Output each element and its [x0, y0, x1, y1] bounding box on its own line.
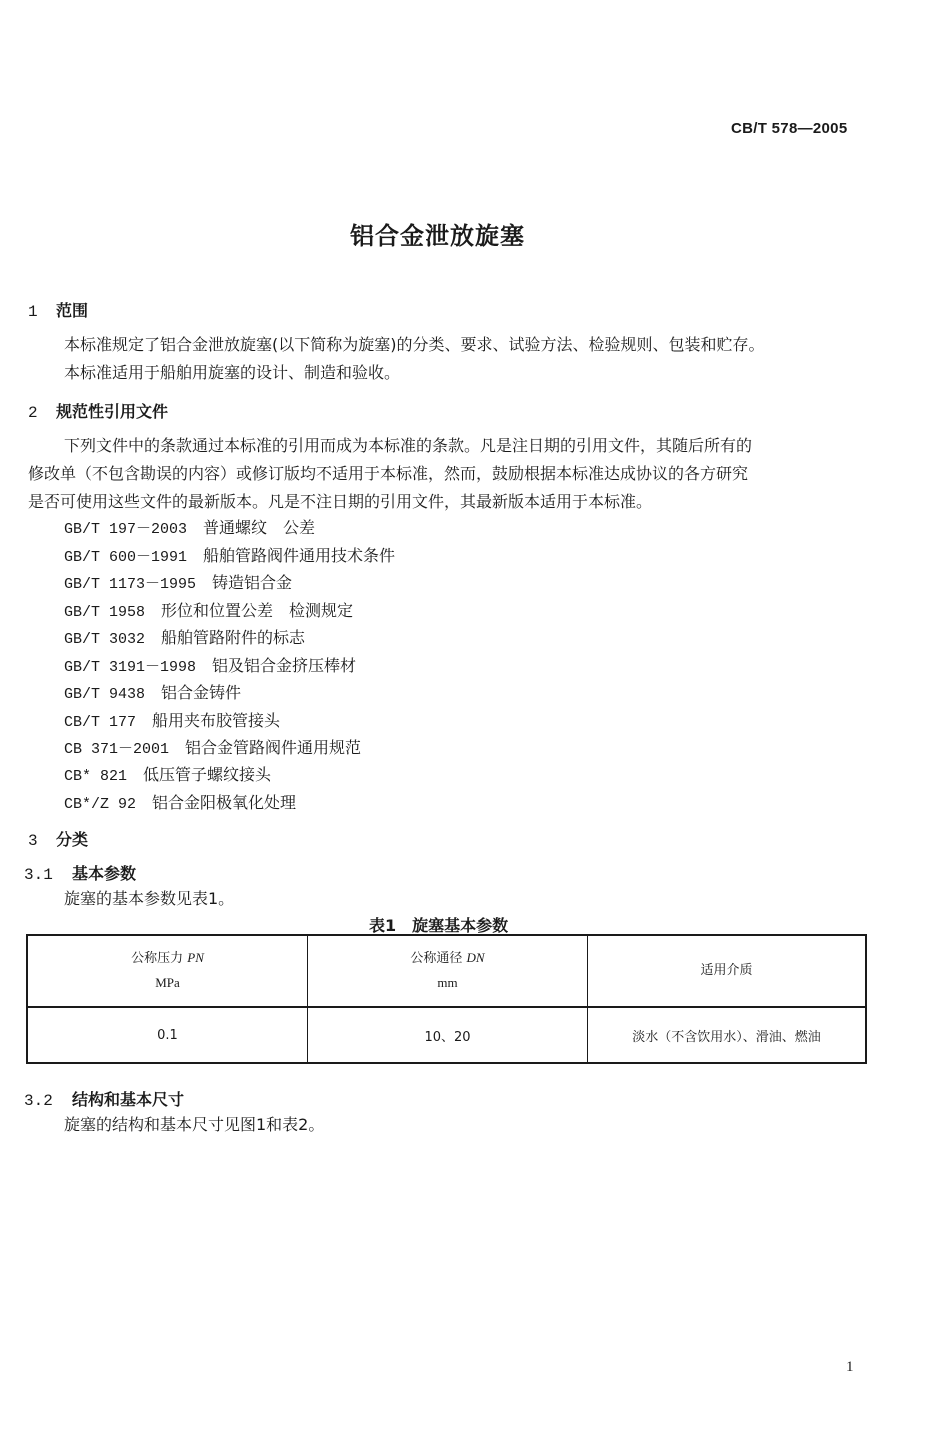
- section-number: 2: [28, 404, 38, 422]
- header-unit: mm: [437, 975, 458, 990]
- reference-title: 铝合金管路阀件通用规范: [185, 738, 362, 757]
- header-symbol: PN: [187, 950, 204, 965]
- section-title: 基本参数: [72, 864, 137, 883]
- reference-item: [64, 708, 280, 731]
- section-number: 3.1: [24, 866, 53, 884]
- reference-code: GB/T 197－2003: [64, 521, 188, 538]
- reference-item: [64, 680, 241, 703]
- reference-item: [64, 570, 292, 593]
- reference-code: GB/T 1958: [64, 604, 146, 621]
- header-symbol: DN: [466, 950, 485, 965]
- reference-item: [64, 653, 356, 676]
- reference-code: CB*/Z 92: [64, 796, 137, 813]
- reference-item: [64, 790, 296, 813]
- section-3-1-text: 旋塞的基本参数见表1。: [64, 889, 235, 908]
- section-3-heading: [28, 827, 88, 850]
- section-3-2-text: 旋塞的结构和基本尺寸见图1和表2。: [64, 1115, 325, 1134]
- standard-code: CB/T 578—2005: [731, 120, 848, 137]
- table-header-row: [27, 935, 866, 1007]
- reference-code: CB* 821: [64, 768, 128, 785]
- section-number: 1: [28, 303, 38, 321]
- section-number: 3.2: [24, 1092, 53, 1110]
- reference-code: GB/T 1173－1995: [64, 576, 197, 593]
- section-2-intro-line-1: 下列文件中的条款通过本标准的引用而成为本标准的条款。凡是注日期的引用文件，其随后所有的: [64, 436, 753, 455]
- reference-code: GB/T 3191－1998: [64, 659, 197, 676]
- column-header-medium: 适用介质: [588, 935, 867, 1007]
- column-header-pressure: [27, 935, 308, 1007]
- reference-item: [64, 735, 361, 758]
- reference-title: 形位和位置公差 检测规定: [161, 601, 354, 620]
- cell-diameter: 10、20: [308, 1007, 588, 1063]
- section-2-intro-line-3: 是否可使用这些文件的最新版本。凡是不注日期的引用文件，其最新版本适用于本标准。: [28, 492, 653, 511]
- reference-code: GB/T 9438: [64, 686, 146, 703]
- cell-medium: 淡水（不含饮用水）、滑油、燃油: [588, 1007, 867, 1063]
- section-number: 3: [28, 832, 38, 850]
- section-title: 分类: [56, 830, 89, 849]
- page-number: 1: [846, 1359, 854, 1375]
- section-3-1-heading: [24, 861, 136, 884]
- section-3-2-heading: [24, 1087, 184, 1110]
- reference-code: CB 371－2001: [64, 741, 170, 758]
- section-title: 结构和基本尺寸: [72, 1090, 185, 1109]
- table-caption: 表1 旋塞基本参数: [369, 916, 509, 935]
- header-label: 公称通径: [410, 951, 463, 966]
- document-title: 铝合金泄放旋塞: [350, 222, 525, 250]
- section-2-heading: [28, 399, 168, 422]
- reference-code: GB/T 3032: [64, 631, 146, 648]
- header-unit: MPa: [155, 975, 180, 990]
- reference-item: [64, 625, 305, 648]
- column-header-diameter: [308, 935, 588, 1007]
- reference-title: 铸造铝合金: [212, 573, 293, 592]
- reference-title: 船用夹布胶管接头: [152, 711, 281, 730]
- reference-item: [64, 515, 315, 538]
- reference-title: 铝及铝合金挤压棒材: [212, 656, 357, 675]
- reference-code: CB/T 177: [64, 714, 137, 731]
- reference-code: GB/T 600－1991: [64, 549, 188, 566]
- reference-title: 普通螺纹 公差: [203, 518, 316, 537]
- parameters-table: [26, 934, 867, 1064]
- section-title: 范围: [56, 301, 89, 320]
- section-2-intro-line-2: 修改单（不包含勘误的内容）或修订版均不适用于本标准，然而，鼓励根据本标准达成协议的各方研究: [28, 464, 749, 483]
- section-1-paragraph-1: 本标准规定了铝合金泄放旋塞(以下简称为旋塞)的分类、要求、试验方法、检验规则、包装和贮存。: [64, 335, 765, 354]
- reference-title: 船舶管路阀件通用技术条件: [203, 546, 396, 565]
- cell-pressure: 0.1: [27, 1007, 308, 1063]
- reference-item: [64, 543, 395, 566]
- section-title: 规范性引用文件: [56, 402, 169, 421]
- reference-title: 船舶管路附件的标志: [161, 628, 306, 647]
- header-label: 公称压力: [131, 951, 184, 966]
- reference-title: 低压管子螺纹接头: [143, 765, 272, 784]
- reference-item: [64, 762, 271, 785]
- section-1-heading: [28, 298, 88, 321]
- reference-title: 铝合金阳极氧化处理: [152, 793, 297, 812]
- section-1-paragraph-2: 本标准适用于船舶用旋塞的设计、制造和验收。: [64, 363, 401, 382]
- reference-title: 铝合金铸件: [161, 683, 242, 702]
- reference-item: [64, 598, 353, 621]
- table-row: [27, 1007, 866, 1063]
